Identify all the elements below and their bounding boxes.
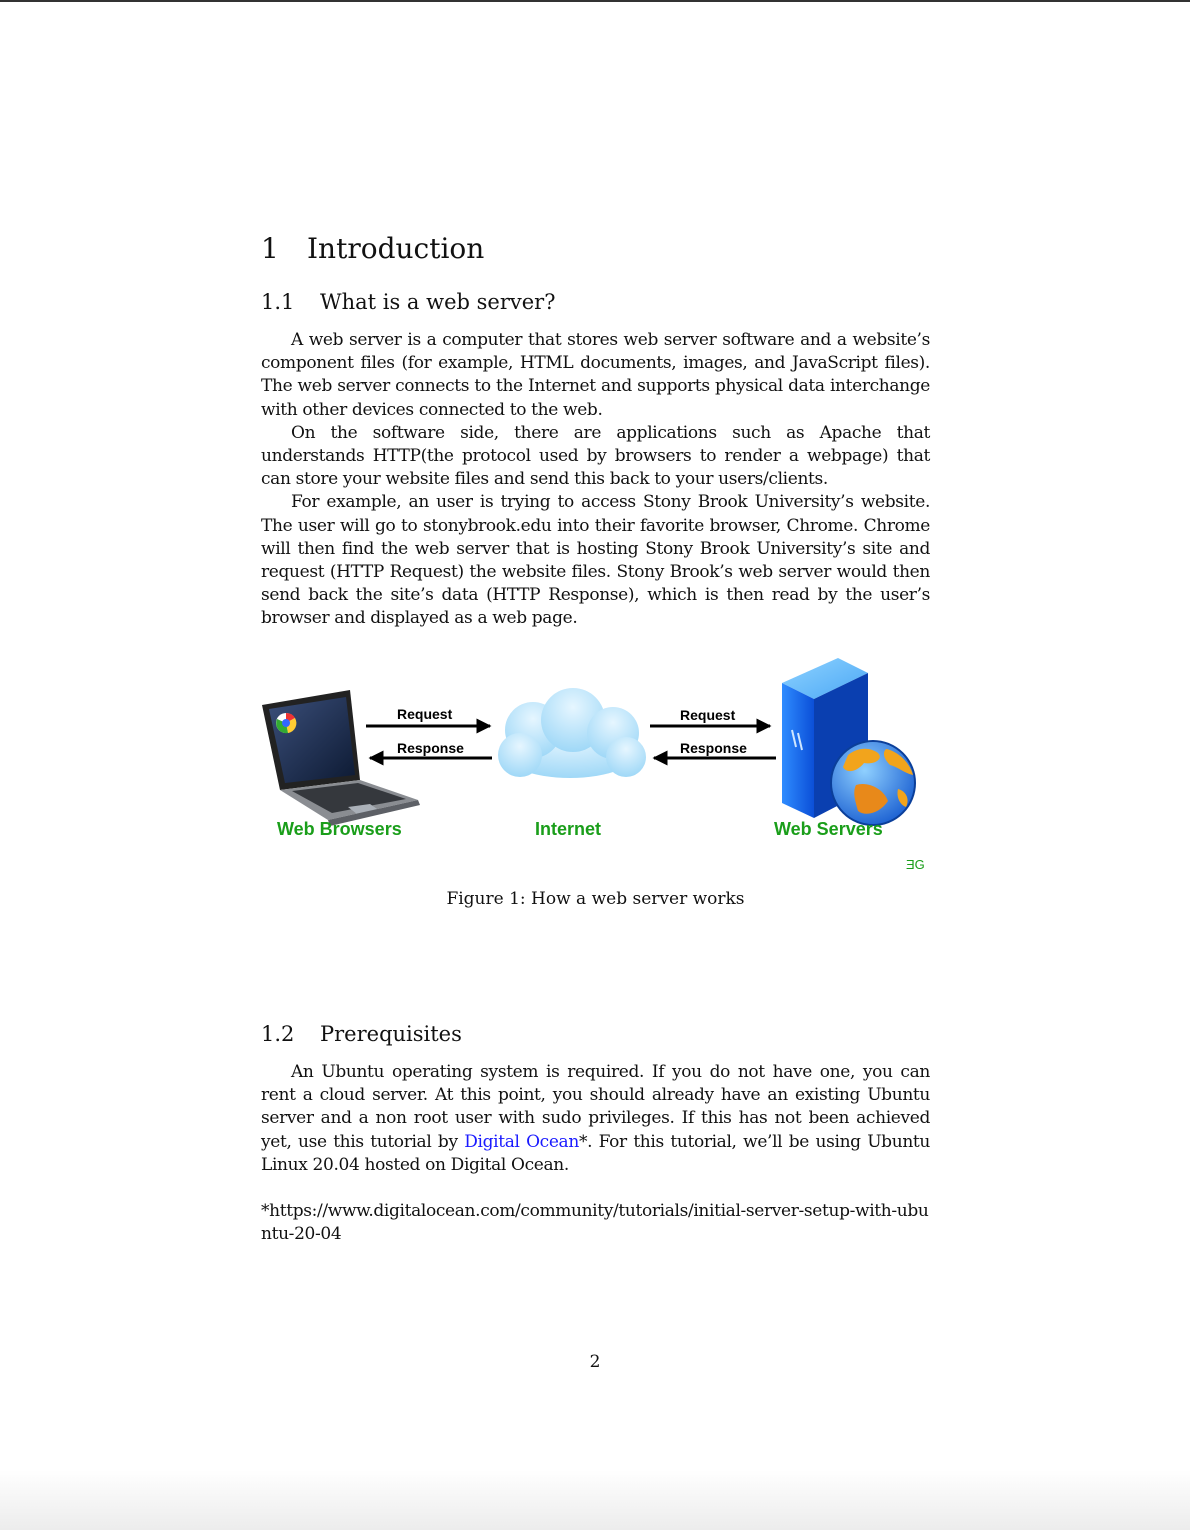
request-label-right: Request <box>680 707 736 723</box>
request-label-left: Request <box>397 706 453 722</box>
subsection-title: What is a web server? <box>320 290 556 314</box>
paragraph <box>261 1061 930 1177</box>
page-number: 2 <box>589 1352 601 1372</box>
paragraph: On the software side, there are applications such as Apache that understands HTTP(the protocol used by browsers to render a webpage) that can store your website files and send this back to your users/clients. <box>261 422 930 490</box>
text-after-link: *. For this tutorial, we’ll be using Ubuntu Linux 20.04 hosted on Digital Ocean. <box>261 1131 930 1175</box>
section-heading <box>261 232 484 265</box>
subsection-number: 1.2 <box>261 1022 295 1046</box>
paragraph: A web server is a computer that stores web server software and a website’s component files (for example, HTML documents, images, and JavaScript files). The web server connects to the Internet and supports physical data interchange with other devices connected to the web. <box>261 330 930 420</box>
web-server-body <box>261 329 930 631</box>
text-before-link: An Ubuntu operating system is required. If you do not have one, you can rent a cloud server. At this point, you should already have an existing Ubuntu server and a non root user with sudo privileges. If this has not been achieved yet, use this tutorial by <box>261 1062 930 1152</box>
top-border <box>0 0 1190 2</box>
web-servers-label: Web Servers <box>774 819 883 839</box>
bottom-shade <box>0 1470 1190 1530</box>
digital-ocean-link[interactable]: Digital Ocean <box>464 1131 579 1152</box>
subsection-number: 1.1 <box>261 290 295 314</box>
diagram-svg <box>258 655 933 875</box>
subsection-heading-prerequisites <box>261 1022 462 1046</box>
prerequisites-body <box>261 1061 930 1246</box>
figure-caption: Figure 1: How a web server works <box>446 889 745 909</box>
section-number: 1 <box>261 232 279 265</box>
web-browsers-label: Web Browsers <box>277 819 402 839</box>
paragraph: For example, an user is trying to access Stony Brook University’s website. The user will go to stonybrook.edu into their favorite browser, Chrome. Chrome will then find the web server that is hosting Stony Brook University’s site and request (HTTP Request) the website files. Stony Brook’s web server would then send back the site’s data (HTTP Response), which is then read by the user’s browser and displayed as a web page. <box>261 492 930 629</box>
gfg-logo: ƎG <box>906 857 925 872</box>
web-server-diagram <box>258 655 933 875</box>
globe-icon <box>831 741 915 825</box>
response-label-left: Response <box>397 740 464 756</box>
response-label-right: Response <box>680 740 747 756</box>
section-title: Introduction <box>307 232 485 265</box>
subsection-title: Prerequisites <box>320 1022 462 1046</box>
subsection-heading-web-server <box>261 290 555 314</box>
cloud-icon <box>498 688 646 778</box>
footnote-url: *https://www.digitalocean.com/community/tutorials/initial-server-setup-with-ubuntu-20-04 <box>261 1201 929 1245</box>
internet-label: Internet <box>535 819 602 839</box>
